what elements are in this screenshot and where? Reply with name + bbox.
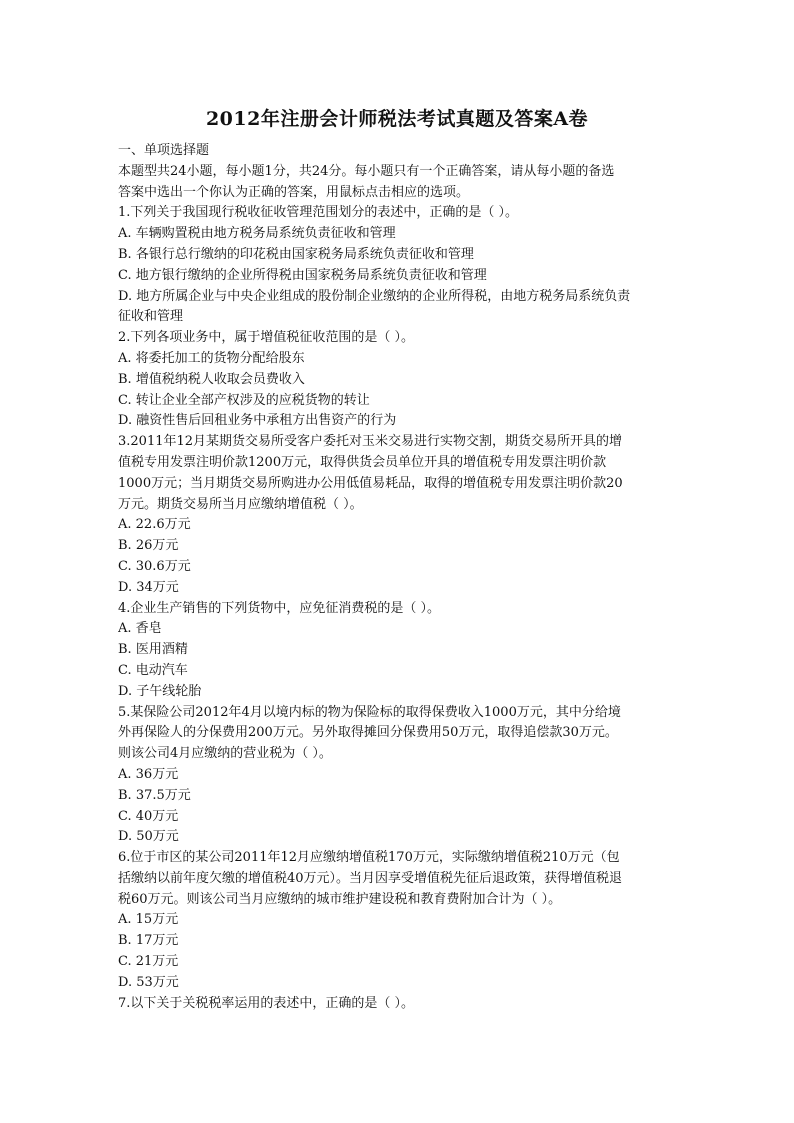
question-stem: 6.位于市区的某公司2011年12月应缴纳增值税170万元，实际缴纳增值税210万元（包 bbox=[118, 850, 620, 866]
question-item bbox=[118, 703, 678, 849]
question-stem: 括缴纳以前年度欠缴的增值税40万元）。当月因享受增值税先征后退政策，获得增值税退 bbox=[118, 870, 623, 886]
question-stem: 值税专用发票注明价款1200万元，取得供货会员单位开具的增值税专用发票注明价款 bbox=[118, 454, 607, 470]
option-d[interactable]: D. 子午线轮胎 bbox=[118, 683, 202, 699]
option-a[interactable]: A. 车辆购置税由地方税务局系统负责征收和管理 bbox=[118, 226, 396, 242]
question-item bbox=[118, 848, 678, 994]
question-stem: 5.某保险公司2012年4月以境内标的物为保险标的取得保费收入1000万元，其中分给境 bbox=[118, 704, 621, 720]
question-stem: 税60万元。则该公司当月应缴纳的城市维护建设税和教育费附加合计为（ ）。 bbox=[118, 891, 562, 907]
question-stem: 1.下列关于我国现行税收征收管理范围划分的表述中，正确的是（ ）。 bbox=[118, 205, 519, 221]
instruction-line: 本题型共24小题，每小题1分，共24分。每小题只有一个正确答案，请从每小题的备选 bbox=[118, 163, 615, 179]
question-item bbox=[118, 203, 678, 328]
section-heading: 一、单项选择题 bbox=[118, 143, 210, 158]
option-d[interactable]: 征收和管理 bbox=[118, 309, 184, 325]
question-item bbox=[118, 432, 678, 598]
question-stem: 4.企业生产销售的下列货物中，应免征消费税的是（ ）。 bbox=[118, 600, 441, 616]
option-d[interactable]: D. 地方所属企业与中央企业组成的股份制企业缴纳的企业所得税，由地方税务局系统负责 bbox=[118, 288, 631, 304]
option-b[interactable]: B. 医用酒精 bbox=[118, 642, 188, 658]
option-c[interactable]: C. 电动汽车 bbox=[118, 662, 188, 678]
question-stem: 2.下列各项业务中，属于增值税征收范围的是（ ）。 bbox=[118, 330, 415, 346]
question-list bbox=[118, 203, 678, 1014]
option-b[interactable]: B. 17万元 bbox=[118, 933, 179, 949]
question-stem: 则该公司4月应缴纳的营业税为（ ）。 bbox=[118, 746, 332, 762]
question-stem: 外再保险人的分保费用200万元。另外取得摊回分保费用50万元，取得追偿款30万元。 bbox=[118, 725, 618, 741]
document-body bbox=[118, 141, 678, 1014]
question-item bbox=[118, 994, 678, 1015]
option-c[interactable]: C. 21万元 bbox=[118, 954, 179, 970]
option-d[interactable]: D. 34万元 bbox=[118, 579, 179, 595]
question-stem: 7.以下关于关税税率运用的表述中，正确的是（ ）。 bbox=[118, 995, 415, 1011]
option-b[interactable]: B. 26万元 bbox=[118, 538, 179, 554]
option-c[interactable]: C. 40万元 bbox=[118, 808, 179, 824]
question-stem: 3.2011年12月某期货交易所受客户委托对玉米交易进行实物交割，期货交易所开具的增 bbox=[118, 434, 623, 450]
option-c[interactable]: C. 地方银行缴纳的企业所得税由国家税务局系统负责征收和管理 bbox=[118, 267, 487, 283]
option-b[interactable]: B. 增值税纳税人收取会员费收入 bbox=[118, 371, 305, 387]
document-title: 2012年注册会计师税法考试真题及答案A卷 bbox=[205, 108, 589, 130]
option-b[interactable]: B. 37.5万元 bbox=[118, 787, 191, 803]
question-item bbox=[118, 599, 678, 703]
instruction-line: 答案中选出一个你认为正确的答案，用鼠标点击相应的选项。 bbox=[118, 184, 470, 200]
option-d[interactable]: D. 50万元 bbox=[118, 829, 179, 845]
option-c[interactable]: C. 30.6万元 bbox=[118, 558, 191, 574]
option-a[interactable]: A. 36万元 bbox=[118, 766, 179, 782]
option-a[interactable]: A. 22.6万元 bbox=[118, 517, 191, 533]
option-a[interactable]: A. 将委托加工的货物分配给股东 bbox=[118, 350, 305, 366]
option-d[interactable]: D. 53万元 bbox=[118, 974, 179, 990]
option-c[interactable]: C. 转让企业全部产权涉及的应税货物的转让 bbox=[118, 392, 370, 408]
option-b[interactable]: B. 各银行总行缴纳的印花税由国家税务局系统负责征收和管理 bbox=[118, 246, 474, 262]
option-a[interactable]: A. 15万元 bbox=[118, 912, 179, 928]
option-d[interactable]: D. 融资性售后回租业务中承租方出售资产的行为 bbox=[118, 413, 397, 429]
option-a[interactable]: A. 香皂 bbox=[118, 621, 162, 637]
question-stem: 1000万元；当月期货交易所购进办公用低值易耗品，取得的增值税专用发票注明价款20 bbox=[118, 475, 623, 491]
question-stem: 万元。期货交易所当月应缴纳增值税（ ）。 bbox=[118, 496, 363, 512]
question-item bbox=[118, 328, 678, 432]
